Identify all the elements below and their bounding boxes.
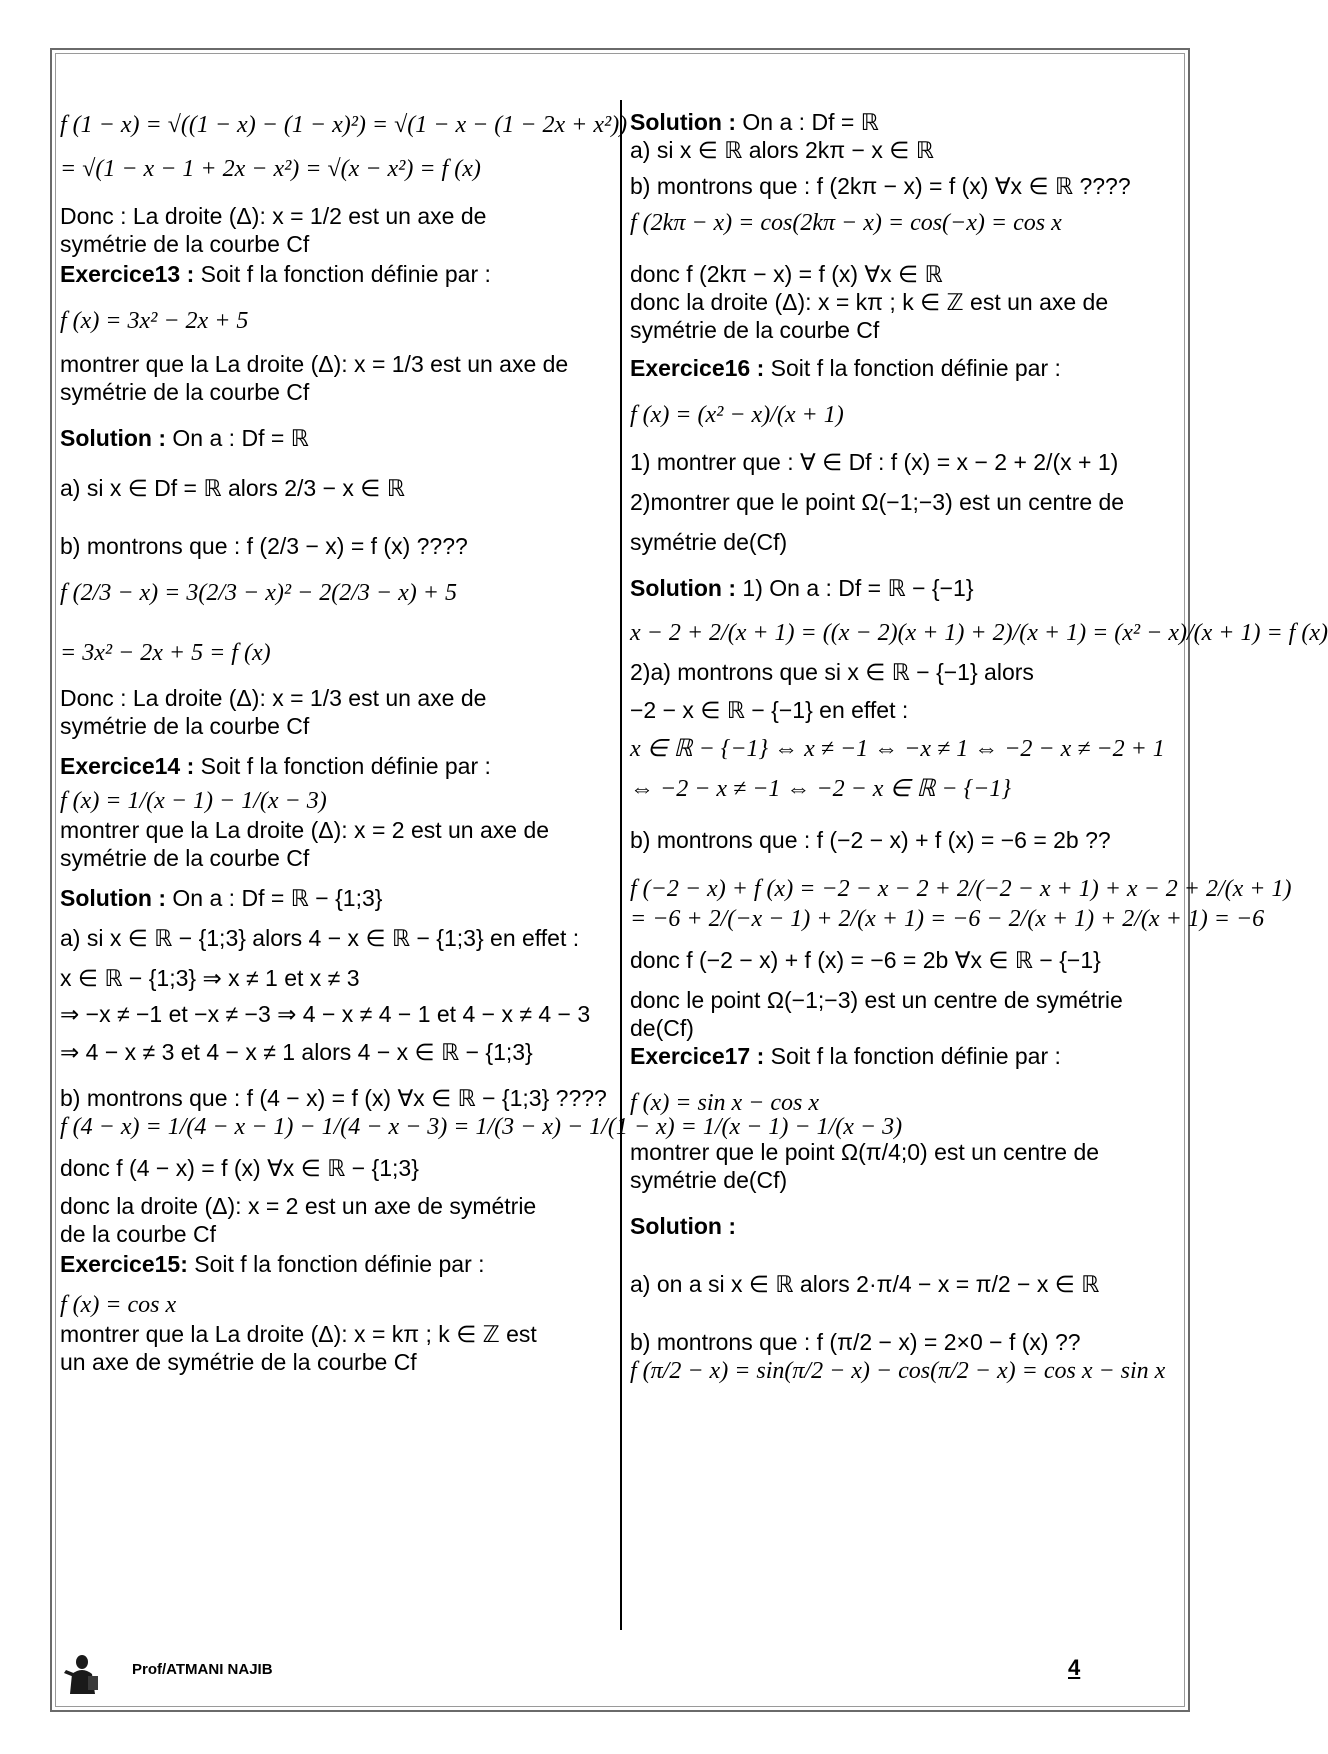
heading-text: On a : Df = ℝ xyxy=(736,109,879,135)
heading-label: Exercice15: xyxy=(60,1251,188,1277)
math-line: f (π/2 − x) = sin(π/2 − x) − cos(π/2 − x) = cos x − sin x xyxy=(630,1358,1166,1384)
math-line: = √(1 − x − 1 + 2x − x²) = √(x − x²) = f (x) xyxy=(60,156,481,182)
footer-author: Prof/ATMANI NAJIB xyxy=(132,1661,273,1678)
heading-text: Soit f la fonction définie par : xyxy=(187,1251,485,1277)
exercise-heading xyxy=(630,1042,1178,1070)
exercise-heading xyxy=(60,260,610,288)
math-line: f (4 − x) = 1/(4 − x − 1) − 1/(4 − x − 3) = 1/(3 − x) − 1/(1 − x) = 1/(x − 1) − 1/(x − 3) xyxy=(60,1114,903,1140)
text-line: ⇒ −x ≠ −1 et −x ≠ −3 ⇒ 4 − x ≠ 4 − 1 et 4 − x ≠ 4 − 3 xyxy=(60,1001,591,1027)
heading-label: Solution : xyxy=(630,109,737,135)
text-line: un axe de symétrie de la courbe Cf xyxy=(60,1349,417,1375)
math-line: f (x) = 3x² − 2x + 5 xyxy=(60,308,249,334)
exercise-heading xyxy=(630,354,1178,382)
teacher-logo-icon xyxy=(62,1650,102,1696)
text-line: b) montrons que : f (4 − x) = f (x) ∀x ∈ ℝ − {1;3} ???? xyxy=(60,1085,607,1111)
text-line: montrer que le point Ω(π/4;0) est un centre de xyxy=(630,1139,1100,1165)
text-line: donc le point Ω(−1;−3) est un centre de symétrie xyxy=(630,987,1123,1013)
text-line: de(Cf) xyxy=(630,1015,694,1041)
text-line: donc la droite (Δ): x = kπ ; k ∈ ℤ est un axe de xyxy=(630,289,1109,315)
exercise-heading xyxy=(630,574,1178,602)
text-line: −2 − x ∈ ℝ − {−1} en effet : xyxy=(630,697,909,723)
text-line: b) montrons que : f (2/3 − x) = f (x) ???? xyxy=(60,533,468,559)
right-column xyxy=(630,104,1328,1386)
heading-label: Exercice13 : xyxy=(60,261,195,287)
text-line: symétrie de(Cf) xyxy=(630,1167,788,1193)
heading-text: Soit f la fonction définie par : xyxy=(194,261,491,287)
exercise-heading xyxy=(60,1250,610,1278)
text-line: symétrie de la courbe Cf xyxy=(60,713,310,739)
math-line: ⇔ −2 − x ≠ −1 ⇔ −2 − x ∈ ℝ − {−1} xyxy=(630,776,1011,802)
exercise-heading xyxy=(60,424,610,452)
column-divider xyxy=(620,100,622,1630)
text-line: donc f (2kπ − x) = f (x) ∀x ∈ ℝ xyxy=(630,261,943,287)
text-line: ⇒ 4 − x ≠ 3 et 4 − x ≠ 1 alors 4 − x ∈ ℝ − {1;3} xyxy=(60,1039,533,1065)
heading-label: Solution : xyxy=(630,1213,737,1239)
exercise-heading xyxy=(630,1212,1178,1240)
text-line: symétrie de la courbe Cf xyxy=(630,317,880,343)
heading-text: On a : Df = ℝ − {1;3} xyxy=(166,885,383,911)
math-line: f (x) = (x² − x)/(x + 1) xyxy=(630,402,844,428)
text-line: Donc : La droite (Δ): x = 1/3 est un axe de xyxy=(60,685,487,711)
heading-label: Solution : xyxy=(630,575,737,601)
exercise-heading xyxy=(60,752,610,780)
heading-label: Exercice17 : xyxy=(630,1043,765,1069)
text-line: b) montrons que : f (π/2 − x) = 2×0 − f (x) ?? xyxy=(630,1329,1081,1355)
page-number: 4 xyxy=(1068,1655,1081,1680)
math-line: x − 2 + 2/(x + 1) = ((x − 2)(x + 1) + 2)/(x + 1) = (x² − x)/(x + 1) = f (x) xyxy=(630,620,1328,646)
heading-text: Soit f la fonction définie par : xyxy=(194,753,491,779)
math-line: f (−2 − x) + f (x) = −2 − x − 2 + 2/(−2 − x + 1) + x − 2 + 2/(x + 1) xyxy=(630,876,1292,902)
heading-text: On a : Df = ℝ xyxy=(166,425,309,451)
math-line: f (x) = cos x xyxy=(60,1292,177,1318)
text-line: a) on a si x ∈ ℝ alors 2·π/4 − x = π/2 − x ∈ ℝ xyxy=(630,1271,1100,1297)
text-line: montrer que la La droite (Δ): x = kπ ; k ∈ ℤ est xyxy=(60,1321,537,1347)
heading-text: Soit f la fonction définie par : xyxy=(764,355,1061,381)
text-line: symétrie de la courbe Cf xyxy=(60,845,310,871)
text-line: b) montrons que : f (2kπ − x) = f (x) ∀x ∈ ℝ ???? xyxy=(630,173,1131,199)
text-line: 2)a) montrons que si x ∈ ℝ − {−1} alors xyxy=(630,659,1034,685)
math-line: f (x) = sin x − cos x xyxy=(630,1090,819,1116)
text-line: donc f (−2 − x) + f (x) = −6 = 2b ∀x ∈ ℝ − {−1} xyxy=(630,947,1101,973)
text-line: donc la droite (Δ): x = 2 est un axe de symétrie xyxy=(60,1193,537,1219)
heading-label: Solution : xyxy=(60,425,167,451)
text-line: symétrie de la courbe Cf xyxy=(60,379,310,405)
heading-label: Solution : xyxy=(60,885,167,911)
math-line: = −6 + 2/(−x − 1) + 2/(x + 1) = −6 − 2/(x + 1) + 2/(x + 1) = −6 xyxy=(630,906,1265,932)
text-line: Donc : La droite (Δ): x = 1/2 est un axe de xyxy=(60,203,487,229)
text-line: b) montrons que : f (−2 − x) + f (x) = −6 = 2b ?? xyxy=(630,827,1111,853)
math-line: f (2/3 − x) = 3(2/3 − x)² − 2(2/3 − x) + 5 xyxy=(60,580,457,606)
exercise-heading xyxy=(60,884,610,912)
heading-label: Exercice16 : xyxy=(630,355,765,381)
text-line: x ∈ ℝ − {1;3} ⇒ x ≠ 1 et x ≠ 3 xyxy=(60,965,360,991)
math-line: f (2kπ − x) = cos(2kπ − x) = cos(−x) = cos x xyxy=(630,210,1062,236)
heading-text: 1) On a : Df = ℝ − {−1} xyxy=(736,575,974,601)
math-line: f (1 − x) = √((1 − x) − (1 − x)²) = √(1 − x − (1 − 2x + x²)) xyxy=(60,112,628,138)
text-line: 2)montrer que le point Ω(−1;−3) est un centre de xyxy=(630,489,1125,515)
text-line: a) si x ∈ Df = ℝ alors 2/3 − x ∈ ℝ xyxy=(60,475,405,501)
text-line: donc f (4 − x) = f (x) ∀x ∈ ℝ − {1;3} xyxy=(60,1155,419,1181)
text-line: a) si x ∈ ℝ alors 2kπ − x ∈ ℝ xyxy=(630,137,934,163)
text-line: symétrie de(Cf) xyxy=(630,529,788,555)
math-line: x ∈ ℝ − {−1} ⇔ x ≠ −1 ⇔ −x ≠ 1 ⇔ −2 − x ≠ −2 + 1 xyxy=(630,736,1165,762)
heading-label: Exercice14 : xyxy=(60,753,195,779)
text-line: de la courbe Cf xyxy=(60,1221,216,1247)
math-line: f (x) = 1/(x − 1) − 1/(x − 3) xyxy=(60,788,327,814)
text-line: a) si x ∈ ℝ − {1;3} alors 4 − x ∈ ℝ − {1;3} en effet : xyxy=(60,925,580,951)
exercise-heading xyxy=(630,108,1178,136)
text-line: montrer que la La droite (Δ): x = 2 est un axe de xyxy=(60,817,550,843)
heading-text: Soit f la fonction définie par : xyxy=(764,1043,1061,1069)
text-line: symétrie de la courbe Cf xyxy=(60,231,310,257)
text-line: 1) montrer que : ∀ ∈ Df : f (x) = x − 2 + 2/(x + 1) xyxy=(630,449,1119,475)
math-line: = 3x² − 2x + 5 = f (x) xyxy=(60,640,271,666)
text-line: montrer que la La droite (Δ): x = 1/3 est un axe de xyxy=(60,351,569,377)
